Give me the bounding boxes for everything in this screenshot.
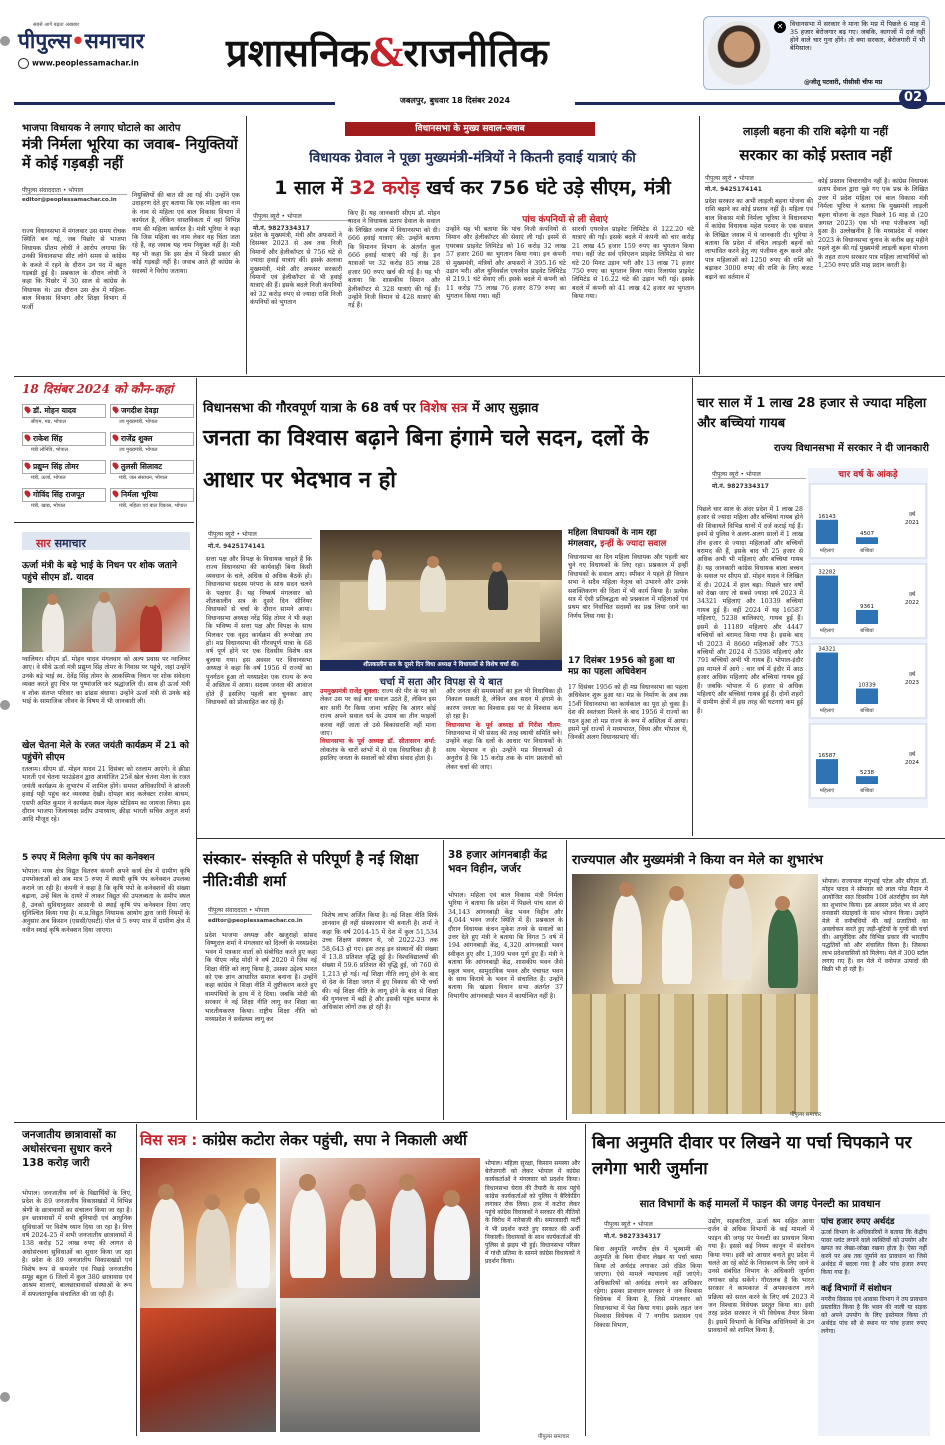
chart-title: चार वर्ष के आंकड़े xyxy=(838,470,898,480)
column-rule xyxy=(443,840,444,1120)
article-ladli-behna xyxy=(703,124,928,165)
column-rule xyxy=(699,116,700,374)
article-column: प्रदेश भाजपा अध्यक्ष और खजुराहो सांसद विष्णुदत्त शर्मा ने मंगलवार को दिल्ली के मध्यप्रदेश भवन में पत्रकार वार्ता को संबोधित करते हुए कहा कि पीएम नरेंद्र मोदी ने वर्ष 2020 में जिस नई शिक्षा नीति को लागू किया है, उसका उद्देश्य भारत को एक ज्ञान आधारित समाज बनाना है। उन्होंने कहा कांग्रेस ने शिक्षा नीति में तुष्टीकरण करते हुए वामपंथियों के हाथ में दे दिया। जबकि मोदी की सरकार ने नई शिक्षा नीति लागू कर शिक्षा का भारतीयकरण किया। राष्ट्रीय शिक्षा नीति को मध्यप्रदेश ने सर्वप्रथम लागू कर xyxy=(205,932,317,1024)
section-tag: विधानसभा के मुख्य सवाल-जवाब xyxy=(345,122,595,136)
subhead: पांच कंपनियों से ली सेवाएं xyxy=(522,215,608,225)
who-where-entry xyxy=(22,488,106,509)
location-pin-icon xyxy=(111,433,119,441)
data-label: 32282 xyxy=(818,569,836,576)
data-label: 10339 xyxy=(858,682,876,689)
x-tick-label: बच्चियां xyxy=(860,628,874,634)
data-label: 16587 xyxy=(818,753,836,760)
row-rule xyxy=(14,376,945,377)
who-where-entry xyxy=(22,460,106,481)
column-rule xyxy=(246,116,247,374)
who-where-entry xyxy=(110,488,194,509)
bowl-protest-photo xyxy=(280,1158,480,1432)
section-title: प्रशासनिक&राजनीतिक xyxy=(226,30,549,75)
chart-bar xyxy=(816,576,838,624)
location-pin-icon xyxy=(23,461,31,469)
registration-mark xyxy=(0,1392,10,1402)
news-headline: 5 रुपए में मिलेगा कृषि पंप का कनेक्शन xyxy=(22,853,155,863)
registration-mark xyxy=(0,700,10,710)
row-rule xyxy=(196,838,945,839)
news-text: भोपाल। मध्य क्षेत्र विद्युत वितरण कंपनी अपने कार्य क्षेत्र में ग्रामीण कृषि उपभोक्ताओं को अब मात्र 5 रुपए में स्थायी कृषि पंप कनेक्शन उपलब्ध कराने जा रही है। कंपनी ने कहा है कि कृषि पंपों के कनेक्शनों की संख्या बढ़ाना, उन्हें बिल के दायरे में लाकर विद्युत की उपलब्धता के समीप स्थल है, उनको सुविधानुसार आसानी से स्थाई कृषि पंप कनेक्शन दिया जाए सुनिश्चित किया गया है। म.प्र.विद्युत नियामक आयोग द्वारा जारी नियमों के अनुसार अब किसान (एससी/एसटी) पोल से 5 रुपए मात्र में ग्रामीण क्षेत्र में नवीन स्थाई कृषि कनेक्शन दिया जाएगा। xyxy=(22,868,190,934)
person-location: मंत्री लोनिवि, भोपाल xyxy=(31,447,68,453)
person-name: राजेंद्र शुक्ल xyxy=(121,434,153,443)
article-headline: राज्यपाल और मुख्यमंत्री ने किया वन मेले का शुभारंभ xyxy=(572,853,823,868)
article-kicker: विधानसभा की गौरवपूर्ण यात्रा के 68 वर्ष पर विशेष सत्र में आए सुझाव xyxy=(203,401,539,416)
who-where-entry xyxy=(22,404,106,425)
category-year-label: 2024 xyxy=(905,760,919,766)
sidebar-text: 17 दिसंबर 1956 को ही मप्र विधानसभा का पहला अधिवेशन शुरू हुआ था। मप्र के निर्माण के अब तक 15वीं विधानसभा का कार्यकाल का पूरा हो चुका है। देश की स्वतंत्रता मिलने के बाद 1956 में राज्यों का गठन हुआ तो मप्र राज्य के रूप में अस्तित्व में आया। इसमें पूर्व राज्यों ने मध्यभारत, विंध्य और भोपाल थे, जिनकी अलग विधानसभाएं थीं। xyxy=(568,684,688,742)
person-location: सीएम, मप्र, भोपाल xyxy=(31,419,66,425)
byline: पीपुल्स ब्यूरो • भोपाल xyxy=(705,174,813,183)
x-tick-label: बच्चियां xyxy=(860,788,874,794)
person-location: मंत्री, जल संसाधन, भोपाल xyxy=(119,475,168,481)
byline: पीपुल्स संवाददाता • भोपाल xyxy=(208,906,312,915)
article-headline: मंत्री निर्मला भूरिया का जवाब- नियुक्तियों में कोई गड़बड़ी नहीं xyxy=(22,137,238,172)
byline: पीपुल्स संवाददाता • भोपाल xyxy=(22,186,127,195)
chart-bar xyxy=(856,776,878,784)
column-rule xyxy=(196,378,197,1120)
who-where-entry xyxy=(110,460,194,481)
who-where-entry xyxy=(110,432,194,453)
column-rule xyxy=(566,840,567,1120)
article-text: भोपाल। महिला सुरक्षा, किसान समस्या और बेरोजगारी को लेकर भोपाल में कांग्रेस कार्यकर्ताओं ने मंगलवार को प्रदर्शन किया। विधानसभा घेराव की तैयारी के साथ पहुंचे कांग्रेस कार्यकर्ताओं को पुलिस ने बैरिकेडिंग लगाकर रोक लिया। हाथ में कटोरा लेकर पहुंचे कांग्रेस विधायकों ने सरकार की नीतियों के विरोध में नारेबाजी की। समाजवादी पार्टी ने भी प्रदर्शन करते हुए सरकार की अर्थी निकाली। विधायकों के साथ कार्यकर्ताओं की पुलिस से झड़प भी हुई। विधानसभा परिसर में गांधी प्रतिमा के सामने कांग्रेस विधायकों ने प्रदर्शन किया। xyxy=(485,1160,580,1266)
person-location: मंत्री, ऊर्जा, भोपाल xyxy=(31,475,66,481)
article-column: राज्य विधानसभा में मंगलवार उस समय रोचक स्थिति बन गई, जब पिछोर से भाजपा विधायक प्रीतम लोधी ने आरोप लगाया कि उनकी विधानसभा सीट लोगे समय से कांग्रेस के कब्जे में रहने के दौरान उन पद में बहुत गड़बड़ी हुई है। प्रश्नकाल के दौरान लोधी ने कहा कि पिछोर में 30 साल से कांग्रेस के विधायक थे। उस दौरान उस क्षेत्र में महिला-बाल विकास विभाग और शिक्षा विभाग में फर्जी xyxy=(22,228,126,311)
article-column: सत्ता पक्ष और विपक्ष के विधायक चाहते हैं कि राज्य विधानसभा की कार्यवाही बिना किसी व्यवधान के चले, अधिक से अधिक बैठकें हों। विधानसभा सदस्य परंपरा के साथ सदन चलने के पक्षधर हैं। यह निष्कर्ष मंगलवार को शीतकालीन सत्र के दूसरे दिन सीनियर विधायकों से चर्चा के दौरान सामने आया। विधानसभा अध्यक्ष नरेंद्र सिंह तोमर ने भी कहा कि भविष्य में सत्ता पक्ष और विपक्ष के साथ मिलकर एक वृहद कार्यक्रम की रूपरेखा तय हो। मप्र विधानसभा की गौरवपूर्ण यात्रा के 68 वर्ष पूर्ण होने पर एक दिवसीय विशेष सत्र बुलाया गया। इस अवसर पर विधानसभा अध्यक्ष ने कहा कि वर्ष 1956 में राज्यों का पुनर्गठन हुआ तो मध्यप्रदेश एक राज्य के रूप में अस्तित्व में आया। सदस्य जनता की आवाज होते हैं इसलिए पहली बार चुनकर आए विधायकों को प्रोत्साहित कर रहे हैं। xyxy=(206,556,312,706)
article-column: नियुक्तियों की बात सी आ गई थी। उन्होंने एक उदाहरण देते हुए बताया कि एक महिला का नाम के नाम से महिला एवं बाल विकास विभाग में कार्यरत है, लेकिन वास्तविकता में वहां विभिन्न नाम की महिला कार्यरत है। मंत्री भूरिया ने कहा कि जिस महिला का नाम लेकर वह चिंता जता रहे हैं, वह जवाब यह नाम नियुक्त नहीं है। मंत्री यह भी कहा कि इस क्षेत्र में किसी प्रकार की कोई गड़बड़ी नहीं है। जवाब आते ही कांग्रेस के सदस्यों ने विरोध जताया। xyxy=(132,192,240,275)
tweet-author: @जीतू पटवारी, पीसीसी चीफ मप्र xyxy=(804,79,883,86)
byline-email: editor@peoplessamachar.co.in xyxy=(22,197,117,203)
x-tick-label: बच्चियां xyxy=(860,548,874,554)
article-headline: चार साल में 1 लाख 28 हजार से ज्यादा महिला और बच्चियां गायब xyxy=(697,396,927,431)
person-name: निर्मला भूरिया xyxy=(121,490,158,499)
box-headline: पांच हजार रुपए अर्थदंड xyxy=(821,1217,895,1227)
condolence-photo xyxy=(22,588,190,652)
x-tick-label: बच्चियां xyxy=(860,708,874,714)
article-headline: 1 साल में 32 करोड़ खर्च कर 756 घंटे उड़े सीएम, मंत्री xyxy=(274,177,671,199)
news-headline: खेल चेतना मेले के रजत जयंती कार्यक्रम में 21 को पहुंचेंगे सीएम xyxy=(22,741,189,763)
article-column: विशेष लाभ अर्जित किया है। नई शिक्षा नीति सिर्फ ज्ञानवान ही नहीं संस्कारवान भी बनाती है। शर्मा ने कहा कि वर्ष 2014-15 में देश में कुल 51,534 उच्च शिक्षण संस्थान थे, जो 2022-23 तक 58,643 हो गए। इस तरह इन संस्थानों की संख्या में 13.8 प्रतिशत वृद्धि हुई है। विश्वविद्यालयों की संख्या में 59.6 प्रतिशत की वृद्धि हुई, जो 760 से 1,213 हो गई। नई शिक्षा नीति लागू होने के बाद से देश के शिक्षा जगत में हुए विकास की भी चर्चा की। नई शिक्षा नीति के लागू होने के बाद से शिक्षा की गुणवत्ता में बढ़ी है और इसकी पहुंच समाज के अधिकांश लोगों तक हो रही है। xyxy=(322,912,438,1012)
photo-credit: पीपुल्स समाचार xyxy=(538,1434,570,1440)
article-column: और जनता की समस्याओं का हल भी विधायिका ही निकाल सकती है, लेकिन अब सदन में हंगामे के कारण जनता का विश्वास इस पर से विश्वास कम हो रहा है। विधानसभा के पूर्व अध्यक्ष डॉ गिरीश गौतम: विधानसभा में भी संसद की तरह स्थायी समिति बने। उन्होंने कहा कि दलों के आधार पर विधायकों के साथ भेदभाव न हो। उन्होंने मप्र विधायकों से अनुरोध है कि 15 करोड़ तक के मांग प्रस्तावों को लेकर चर्चा की जाए। xyxy=(446,688,562,771)
who-where-entry xyxy=(110,404,194,425)
subhead: सात विभागों के कई मामलों में फाइन की जगह पेनल्टी का प्रावधान xyxy=(639,1199,881,1210)
news-text: रतलाम। सीएम डॉ. मोहन यादव 21 दिसंबर को रतलाम आएंगे। वे क्रीडा भारती एवं चेतना फाउंडेशन द्वारा आयोजित 25वें खेल चेतना मेला के रजत जयंती कार्यक्रम के शुभारंभ में शामिल होंगे। समस्त अधिकारियों ने ब्रांजली हवाई पट्टी पहुंच कर व्यवस्था देखी। दोपहर बाद कलेक्टर राजेश बाथम, एसपी अमित कुमार ने कार्यक्रम स्थल नेहरू स्टेडियम का जायजा लिया। इस दौरान भाजपा जिलाध्यक्ष प्रदीप उपाध्याय, क्रीड़ा भारती सचिव अनुज शर्मा आदि मौजूद रहे। xyxy=(22,766,190,824)
article-headline: सरकार का कोई प्रस्ताव नहीं xyxy=(739,146,892,164)
author-photo xyxy=(708,21,770,85)
person-name: डॉ. मोहन यादव xyxy=(33,406,77,415)
article-bhuria xyxy=(22,120,240,203)
category-label: वर्ष xyxy=(908,752,916,758)
x-tick-label: महिलाएं xyxy=(819,708,835,714)
byline: पीपुल्स ब्यूरो • भोपाल xyxy=(208,530,312,539)
category-year-label: 2022 xyxy=(905,600,919,606)
data-label: 34321 xyxy=(818,646,836,653)
person-name: गोविंद सिंह राजपूत xyxy=(33,490,85,499)
news-headline: ऊर्जा मंत्री के बड़े भाई के निधन पर शोक जताने पहुंचे सीएम डॉ. यादव xyxy=(22,561,177,583)
tweet-box xyxy=(703,16,930,90)
article-column: कोई प्रस्ताव विचाराधीन नहीं है। कांग्रेस विधायक प्रताप ग्रेवाल द्वारा पूछे गए एक प्रश्न के लिखित उत्तर में प्रदेश महिला एवं बाल विकास मंत्री निर्मला भूरिया ने बताया कि मुख्यमंत्री लाड़ली बहना योजना के तहत पिछले 16 माह से (20 अगस्त 2023) एक भी नया पंजीकरण नहीं हुआ है। उल्लेखनीय है कि मध्यप्रदेश में नवंबर 2023 के विधानसभा चुनाव के करीब छह महीने पहले शुरू की गई मुख्यमंत्री लाड़ली बहना योजना के तहत राज्य सरकार पात्र महिला लाभार्थियों को 1,250 रुपए प्रति माह प्रदान करती है। xyxy=(818,178,928,270)
subhead: चर्चा में सता और विपक्ष से ये बात xyxy=(379,677,503,688)
chart-bar xyxy=(856,688,878,704)
chart-bar xyxy=(856,537,878,544)
box-text: ऊर्जा विभाग के अधिकारियों ने बताया कि केंद्रीय पावर प्लांट लगाने वाले व्यक्तियों को उपयोग और खपत का लेखा-जोखा रखना होता है। ऐसा नहीं करने पर अब तक जुर्माने का प्रावधान था जिसे अर्थदंड में बदला गया है और पांच हजार रुपए किया गया है। xyxy=(821,1229,927,1276)
article-column: बिना अनुमति नगरीय क्षेत्र में भूस्वामी की अनुमति के बिना दीवार लेखन या पर्चा चस्पा किया तो अर्थदंड लगाकर उसे दंडित किया जाएगा। ऐसे मामले न्यायालय नहीं जाएंगे। अधिकारियों को अर्थदंड लगाने का अधिकार रहेगा। इसका प्रावधान सरकार ने जन विश्वास विधेयक में किया है, जिसे मंगलवार को विधानसभा में पेश किया गया। इसके तहत जन विश्वास विधेयक में 7 नगरीय प्रशासन एवं विकास विभाग, xyxy=(594,1246,702,1329)
news-text: ग्वालियर। सीएम डॉ. मोहन यादव मंगलवार को अल्प प्रवास पर ग्वालियर आए। वे सीधे ऊर्जा मंत्री प्रद्युम्न सिंह तोमर के निवास पर पहुंचे, जहां उन्होंने उनके बड़े भाई स्व. देवेंद्र सिंह तोमर के आकस्मिक निधन पर शोक संवेदना व्यक्त करते हुए चित्र पर पुष्पांजलि कर श्रद्धांजलि दी। साथ ही ऊर्जा मंत्री व शोक संतप्त परिवार का ढांढस बंधाया। उन्होंने ऊर्जा मंत्री से उनके बड़े भाई के सामाजिक जीवन के विषय में भी जानकारी ली। xyxy=(22,656,190,706)
van-mela-photo xyxy=(572,874,818,1114)
data-label: 4507 xyxy=(860,531,874,538)
category-year-label: 2021 xyxy=(905,520,919,526)
article-headline: जनता का विश्वास बढ़ाने बिना हंगामे चले सदन, दलों के आधार पर भेदभाव न हो xyxy=(203,426,649,493)
article-column: उपमुख्यमंत्री राजेंद्र शुक्ला: राज्य की पीर के पद को लेकर उस पर कई बार सवाल उठते हैं, लेकिन इस बार सारी गैर किया जाना चाहिए कि आगर कोई राज्य अपने सवाल धर्म के उपाय का तीन फाइलों करवा नहीं जाता तो उसे बिकासराशि नहीं माना जाए। विधानसभा के पूर्व अध्यक्ष डॉ. सीतासरन शर्मा: लोकतंत्र के चारों स्तंभों में से एक विधायिका ही है इसलिए जनता के सवालों को सीधा संवाद होता है। xyxy=(320,688,436,763)
masthead-logo xyxy=(18,22,218,102)
location-pin-icon xyxy=(23,433,31,441)
byline-phone: मो.नं. 9425174141 xyxy=(208,543,265,550)
location-pin-icon xyxy=(111,489,119,497)
location-pin-icon xyxy=(23,489,31,497)
person-name: तुलसी सिलावट xyxy=(121,462,162,471)
sidebar-text: विधानसभा का दिन महिला विधायक और पहली बार चुने गए विधायकों के लिए रहा। प्रश्नकाल में इन्हीं विधायकों के सवाल आए। स्पीकर ने पहले ही विधान सभा ने सदैव महिला नेतृत्व को उभारने और उनके सशक्तिकरण की दिशा में भी कार्य किया है। प्रत्येक सत्र में ऐसी प्रतिबद्धता को प्रश्नकाल में महिलाओं एवं प्रथम बार निर्वाचित सदस्यों का प्रश्न लिया जाने का निर्णय लिया गया है। xyxy=(568,554,688,620)
chart-bar xyxy=(856,610,878,624)
column-rule xyxy=(692,378,693,836)
chart-bar xyxy=(816,653,838,704)
article-kicker: भाजपा विधायक ने लगाए घोटाले का आरोप xyxy=(22,123,181,134)
byline-phone: मो.नं. 9425174141 xyxy=(705,186,762,193)
sar-samachar-header: सार समाचार xyxy=(22,532,190,550)
row-rule xyxy=(14,522,194,523)
chart-bar xyxy=(816,520,838,544)
column-rule xyxy=(136,1124,137,1436)
category-label: वर्ष xyxy=(908,672,916,678)
article-text: पिछले चार साल के अंदर प्रदेश में 1 लाख 28 हजार से ज्यादा महिला और बच्चियां गायब होने की शिकायतें विभिन्न थानों में दर्ज कराई गई हैं। इनमें से पुलिस ने अलग-अलग सालों में 1 लाख तीन हजार से ज्यादा महिलाओं और बच्चियों बरामद की हैं, इसके बाद भी 25 हजार से अधिक अभी भी महिलाएं और बच्चियां गायब हैं। यह जानकारी कांग्रेस विधायक बाला बच्चन के सवाल पर सीएम डॉ. मोहन यादव ने लिखित में दी। 2024 में हाल बढ़ा: पिछले चार वर्षों को देखा जाए तो सबसे ज्यादा वर्ष 2023 में 34321 महिलाएं और 10339 बच्चियां गायब हुई हैं। वहीं 2024 में यह 16587 महिलाएं, 5238 बालिकाएं, गायब हुई हैं। इसमें से 11189 महिलाएं और 4447 बच्चियों को बरामद किया गया है। इसके बाद भी 2023 में 8660 महिलाओं और 753 बच्चियों और 2024 में 5398 महिलाएं और 791 बच्चियों अभी भी गायब हैं। भोपाल-इंदौर इस मामले में आगे : चार वर्ष में इंदौर में आठ हजार अधिक महिलाएं और बच्चियां गायब हुई हैं। जबकि भोपाल में 6 हजार से अधिक महिलाएं और बच्चियां गायब हुई हैं। दोनों शहरों में ग्रामीण क्षेत्रों में इस तरह की घटनाएं कम हुई हैं। xyxy=(697,506,803,715)
data-label: 5238 xyxy=(860,770,874,777)
article-column: भोपाल। महिला एवं बाल विकास मंत्री निर्मला भूरिया ने बताया कि प्रदेश में पिछले पांच साल से 34,143 आंगनबाड़ी केंद्र भवन विहीन और 4,044 भवन जर्जर स्थिति में हैं। प्रश्नकाल के दौरान विधायक कंचन मुकेश तनवे के सवालों का उत्तर देते हुए मंत्री ने बताया कि विगत 5 वर्ष में 194 आंगनबाड़ी केंद्र, 4,320 आंगनबाड़ी भवन स्वीकृत हुए और 1,399 भवन पूर्ण हुए हैं। मंत्री ने बताया कि आंगनबाड़ी केंद्र, शासकीय भवन जैसे स्कूल भवन, सामुदायिक भवन और पंचायत भवन के साथ किराये के भवन में संचालित हैं। उन्होंने बताया कि खंडवा विधान सभा अंतर्गत 37 विभागीय आंगनबाड़ी भवन में कार्यान्वित नहीं है। xyxy=(448,892,563,1000)
byline: पीपुल्स ब्यूरो • भोपाल xyxy=(712,470,806,479)
person-location: मंत्री, खाद्य, भोपाल xyxy=(31,503,66,509)
article-column: सारथी एयरवेज प्राइवेट लिमिटेड से 122.20 घंटे यात्राएं की गईं। इसके बदले में कंपनी को चार करोड़ 21 लाख 45 हजार 159 रुपए का भुगतान किया गया। वहीं जेट सर्व एविएशन प्राइवेट लिमिटेड से चार घंटे 20 मिनट उड़ान भरी और 13 लाख 71 हजार 750 रुपए का भुगतान किया गया। रिलायंस प्राइवेट लिमिटेड से 16.22 घंटे की उड़ान भरी गई। इसके बदले में कंपनी को 41 लाख 42 हजार का भुगतान किया गया। xyxy=(572,226,694,301)
who-where-title: 18 दिसंबर 2024 को कौन-कहां xyxy=(22,382,174,396)
box-headline: कई विभागों में संशोधन xyxy=(821,1284,892,1294)
dateline: जबलपुर, बुधवार 18 दिसंबर 2024 xyxy=(335,94,575,108)
registration-mark xyxy=(0,36,10,46)
person-name: जगदीश देवड़ा xyxy=(121,406,159,415)
person-location: उप मुख्यमंत्री, भोपाल xyxy=(119,419,158,425)
article-headline: बिना अनुमति दीवार पर लिखने या पर्चा चिपकाने पर लगेगा भारी जुर्माना xyxy=(592,1133,912,1179)
column-rule xyxy=(585,1124,586,1436)
fine-info-box xyxy=(818,1214,930,1436)
data-label: 16143 xyxy=(818,513,836,520)
x-tick-label: महिलाएं xyxy=(819,788,835,794)
byline-phone: मो.नं. 9827334317 xyxy=(604,1233,661,1240)
person-name: प्रद्युम्न सिंह तोमर xyxy=(33,462,79,471)
category-year-label: 2023 xyxy=(905,680,919,686)
protest-photo xyxy=(140,1158,276,1432)
subhead: राज्य विधानसभा में सरकार ने दी जानकारी xyxy=(773,443,929,454)
row-rule xyxy=(14,1122,945,1123)
article-headline: संस्कार- संस्कृति से परिपूर्ण है नई शिक्षा नीति:वीडी शर्मा xyxy=(203,850,419,890)
bar-chart xyxy=(808,482,928,808)
article-column: उन्होंने यह भी बताया कि पांच निजी कंपनियों से विमान और हेलीकॉप्टर की सेवाएं ली गईं। इसमें से एयरबस प्राइवेट लिमिटेड को 16 करोड़ 32 लाख 57 हजार 260 का भुगतान किया गया। इन कंपनी से मुख्यमंत्री, मंत्रियों और अफसरों ने 395.16 घंटे उड़ान भरी। ऑल युनिवर्सल एयरवेज प्राइवेट लिमिटेड से 219.1 घंटे सेवाएं लीं। इसके बदले में कंपनी को 11 करोड़ 75 लाख 76 हजार 879 रुपए का भुगतान किया गया। वहीं xyxy=(446,226,566,301)
byline-email: editor@peoplessamachar.co.in xyxy=(208,918,303,924)
chart-bar xyxy=(816,759,838,784)
byline: पीपुल्स ब्यूरो • भोपाल xyxy=(604,1220,708,1229)
website: www.peoplessamachar.in xyxy=(18,58,218,69)
byline-phone: मो.नं. 9827334317 xyxy=(712,483,769,490)
article-column: उद्योग, सहकारिता, ऊर्जा श्रम सहित आधा दर्जन से अधिक विभागों के कई मामलों में फाइन की जगह पर पेनल्टी का प्रावधान किया गया है। इससे कई नियम कानून में संशोधन किया गया। इसी को आधार बनाते हुए प्रदेश में चलते आ रहे कोर्ट के निराकरण के लिए जाने वे उनसे संबंधित विभाग के अधिकारी जुर्माना लगाकर छोड़ सकेंगे। गौरतलब है कि भारत सरकार ने कामकाज में अपकाकरण लाने प्रक्रिया को सरल करने के लिए वर्ष 2023 में जन विश्वास विधेयक प्रस्तुत किया था। इसी तरह प्रदेश सरकार ने भी विधेयक तैयार किया है। इसमें विभागों के विभिन्न अधिनियमों के उन प्रावधानों को शामिल किया है, xyxy=(708,1218,814,1335)
byline: पीपुल्स ब्यूरो • भोपाल xyxy=(253,212,351,221)
byline-phone: मो.नं. 9827334317 xyxy=(253,225,310,232)
x-logo-icon: ✕ xyxy=(774,21,786,33)
article-headline: 38 हजार आंगनबाड़ी केंद्र भवन विहीन, जर्जर xyxy=(448,849,548,875)
tweet-text: विधानसभा में सरकार ने माना कि मप्र में पिछले 6 माह में 35 हजार बेरोजगार बढ़ गए। जबकि, कागजों में दर्ज नहीं होने वाले चार गुना होंगे। तो क्या सरकार, बेरोजगारी में भी बेमिसाल। xyxy=(790,20,925,52)
article-headline: विस सत्र : कांग्रेस कटोरा लेकर पहुंची, सपा ने निकाली अर्थी xyxy=(140,1131,467,1149)
chart-panel xyxy=(808,468,928,808)
data-label: 9361 xyxy=(860,603,874,610)
article-column: प्रदेश के मुख्यमंत्री, मंत्री और अफसरों ने दिसम्बर 2023 से अब तक निजी विमानों और हेलीकॉप्टर से 756 घंटे से ज्यादा हवाई यात्राएं कीं। इसके अलावा मुख्यमंत्री, मंत्री और अफसर सरकारी विमानों एवं हेलीकॉप्टर से भी हवाई यात्राएं की हैं। इसके बदले निजी कंपनियों को 32 करोड़ रुपए से ज्यादा राशि निजी कंपनियों को भुगतान xyxy=(250,232,342,307)
sidebar-headline: 17 दिसंबर 1956 को हुआ था मप्र का पहला अधिवेशन xyxy=(568,656,675,677)
page-number: 02 xyxy=(899,87,927,109)
globe-icon xyxy=(18,58,29,69)
location-pin-icon xyxy=(23,405,31,413)
article-kicker: विधायक ग्रेवाल ने पूछा मुख्यमंत्री-मंत्रियों ने कितनी हवाई यात्राएं की xyxy=(309,150,636,166)
x-tick-label: महिलाएं xyxy=(819,628,835,634)
box-text: नगरीय विकास एवं आवास विभाग ने तय प्रावधान प्रस्तावित किया है कि भवन की नाली या सड़क को अपने उपयोग के लिए इस्तेमाल किया तो अर्थदंड पांच सौ से स्थान पर पांच हजार रुपए लगेगा। xyxy=(821,1296,927,1335)
who-where-entry xyxy=(22,432,106,453)
article-column: किए हैं। यह जानकारी सीएम डॉ. मोहन यादव ने विधायक प्रताप ग्रेवाल के सवाल के लिखित जवाब में विधानसभा को दी। 666 हवाई यात्राएं की: उन्होंने बताया कि विमानन विभाग के अंतर्गत कुल 666 हवाई यात्राएं की गई हैं। इन यात्राओं पर 32 करोड़ 85 लाख 28 हजार 90 रुपए खर्च की गई है। यह भी बताया कि शासकीय विमान और हेलीकॉप्टर से 328 यात्राएं की गई हैं। उन्होंने निजी विमान से 428 यात्राएं की गई हैं। xyxy=(348,210,440,310)
category-label: वर्ष xyxy=(908,512,916,518)
article-text: भोपाल। राज्यपाल मंगुभाई पटेल और सीएम डॉ. मोहन यादव ने सोमवार को लाल परेड मैदान में आयोजित सात दिवसीय 10वें अंतर्राष्ट्रीय वन मेले का शुभारंभ किया। इस अवसर प्रदेश भर से आए वनवासी संग्राहकों के साथ भोजन किया। उन्होंने मेले में वनौषधियों की कई प्रजातियों का अवलोकन करते हुए जड़ी-बूटियों के गुणों की चर्चा की। आयुर्वेदिक और विभिन्न प्रकार की भारतीय पद्धतियों को और संचालित किया है। जिसका लाभ प्रदेशवासियों को मिलेगा। मेले में 300 स्टॉल लगाए गए हैं। वन मेले में वनोपज उत्पादों की बिक्री भी हो रही है। xyxy=(822,878,928,973)
photo-caption: शीतकालीन सत्र के दूसरे दिन विधा अध्यक्ष ने विधायकों से विशेष चर्चा की। xyxy=(320,660,562,671)
article-kicker: लाड़ली बहना की राशि बढ़ेगी या नहीं xyxy=(742,125,889,138)
logo-name: पीपुल्स•समाचार xyxy=(18,29,145,53)
category-label: वर्ष xyxy=(908,592,916,598)
location-pin-icon xyxy=(111,405,119,413)
assembly-photo xyxy=(320,530,562,660)
person-name: राकेश सिंह xyxy=(33,434,63,443)
article-text: भोपाल। जनजातीय वर्ग के विद्यार्थियों के लिए, प्रदेश के 89 जनजातीय विकासखंडों में विभिन्न श्रेणी के छात्रावासों का संचालन किया जा रहा है। इन छात्रावासों में सभी बुनियादी एवं आधुनिक सुविधाओं पर विशेष ध्यान दिया जा रहा है। वित्त वर्ष 2024-25 में सभी जनजातीय छात्रावासों में 138 करोड़ 52 लाख रुपए की लागत से अधोसंरचना सुविधाओं का सुधार किया जा रहा है। प्रदेश के 89 जनजातीय विकासखंडों एवं विशेष रूप से कमजोर एवं पिछड़े जनजातीय समूह बहुल 6 जिलों में कुल 380 छात्रावास एवं आश्रम शालाएं, बालछात्रावासों संस्थाओं के रूप में सफलतापूर्वक संचालित की जा रही हैं। xyxy=(22,1190,132,1298)
sidebar-headline: महिला विधायकों के नाम रहा मंगलवार, इन्हीं के ज्यादा सवाल xyxy=(568,528,667,549)
location-pin-icon xyxy=(111,461,119,469)
photo-credit: पीपुल्स समाचार xyxy=(790,1112,822,1118)
article-headline: जनजातीय छात्रावासों का अधोसंरचना सुधार करने 138 करोड़ जारी xyxy=(22,1129,116,1169)
person-location: मंत्री, महिला एवं बाल विकास, भोपाल xyxy=(119,503,187,509)
logo-tagline: सबसे आगे बढ़ता अखबार xyxy=(33,22,80,28)
x-tick-label: महिलाएं xyxy=(819,548,835,554)
person-location: उप मुख्यमंत्री, भोपाल xyxy=(119,447,158,453)
article-column: प्रदेश सरकार का अभी लाड़ली बहना योजना की राशि बढ़ाने का कोई प्रस्ताव नहीं है। महिला एवं बाल विकास मंत्री निर्मला भूरिया ने विधानसभा में कांग्रेस विधायक महेश परमार के एक सवाल के लिखित जवाब में ये जानकारी दी। भूरिया ने बताया कि प्रदेश में वंचित लाड़ली बहनों को लाभांवित करने हेतु नए पंजीयन शुरू करने और पात्र महिलाओं को 1250 रुपए की राशि को बढ़ाकर 3000 रुपए की राशि के लिए बजट बढ़ाने का वर्तमान में xyxy=(705,198,813,281)
